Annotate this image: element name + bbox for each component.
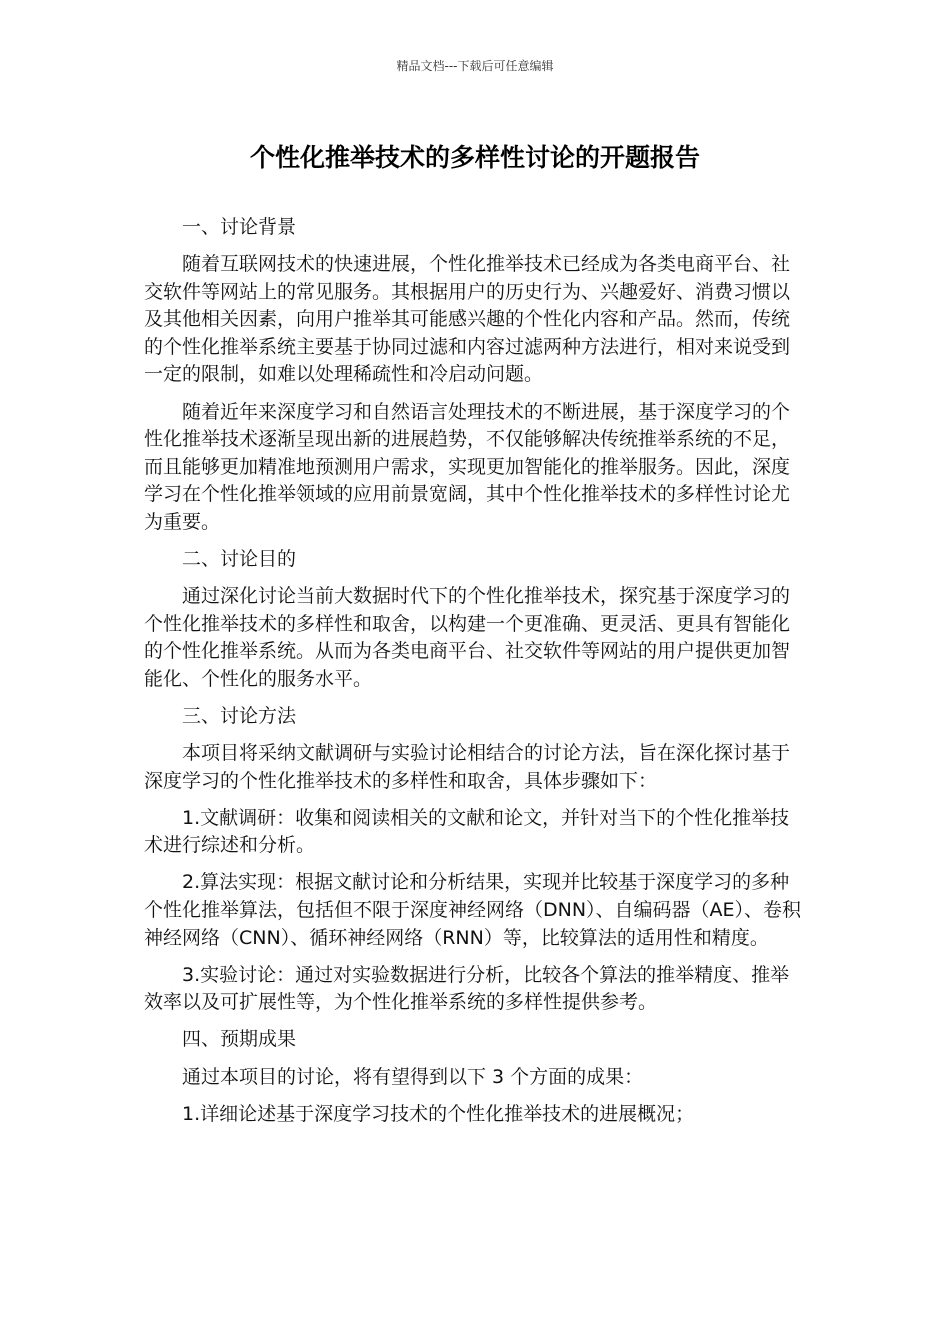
document-title: 个性化推举技术的多样性讨论的开题报告 [249, 143, 700, 172]
section-heading-purpose: 二、讨论目的 [182, 548, 297, 571]
document-body [144, 214, 806, 1138]
list-item: 1.详细论述基于深度学习技术的个性化推举技术的进展概况； [182, 1102, 695, 1125]
paragraph: 随着近年来深度学习和自然语言处理技术的不断进展，基于深度学习的个性化推举技术逐渐呈现出新的进展趋势，不仅能够解决传统推举系统的不足，而且能够更加精准地预测用户需求，实现更加智能化的推举服务。因此，深度学习在个性化推举领域的应用前景宽阔，其中个性化推举技术的多样性讨论尤为重要。 [144, 400, 791, 533]
list-item: 1.文献调研：收集和阅读相关的文献和论文，并针对当下的个性化推举技术进行综述和分析。 [144, 806, 790, 857]
paragraph: 随着互联网技术的快速进展，个性化推举技术已经成为各类电商平台、社交软件等网站上的常见服务。其根据用户的历史行为、兴趣爱好、消费习惯以及其他相关因素，向用户推举其可能感兴趣的个性化内容和产品。然而，传统的个性化推举系统主要基于协同过滤和内容过滤两种方法进行，相对来说受到一定的限制，如难以处理稀疏性和冷启动问题。 [144, 253, 791, 386]
list-item: 2.算法实现：根据文献讨论和分析结果，实现并比较基于深度学习的多种个性化推举算法，包括但不限于深度神经网络（DNN）、自编码器（AE）、卷积神经网络（CNN）、循环神经网络（RNN）等，比较算法的适用性和精度。 [144, 871, 802, 949]
paragraph: 通过本项目的讨论，将有望得到以下 3 个方面的成果： [182, 1065, 644, 1088]
page-header: 精品文档---下载后可任意编辑 [396, 59, 554, 73]
section-heading-background: 一、讨论背景 [182, 216, 297, 238]
list-item: 3.实验讨论：通过对实验数据进行分析，比较各个算法的推举精度、推举效率以及可扩展性等，为个性化推举系统的多样性提供参考。 [144, 963, 790, 1014]
section-heading-outcomes: 四、预期成果 [182, 1028, 297, 1051]
paragraph: 通过深化讨论当前大数据时代下的个性化推举技术，探究基于深度学习的个性化推举技术的多样性和取舍，以构建一个更准确、更灵活、更具有智能化的个性化推举系统。从而为各类电商平台、社交软件等网站的用户提供更加智能化、个性化的服务水平。 [144, 585, 791, 690]
section-heading-method: 三、讨论方法 [182, 705, 297, 727]
paragraph: 本项目将采纳文献调研与实验讨论相结合的讨论方法，旨在深化探讨基于深度学习的个性化推举技术的多样性和取舍，具体步骤如下： [144, 742, 791, 792]
